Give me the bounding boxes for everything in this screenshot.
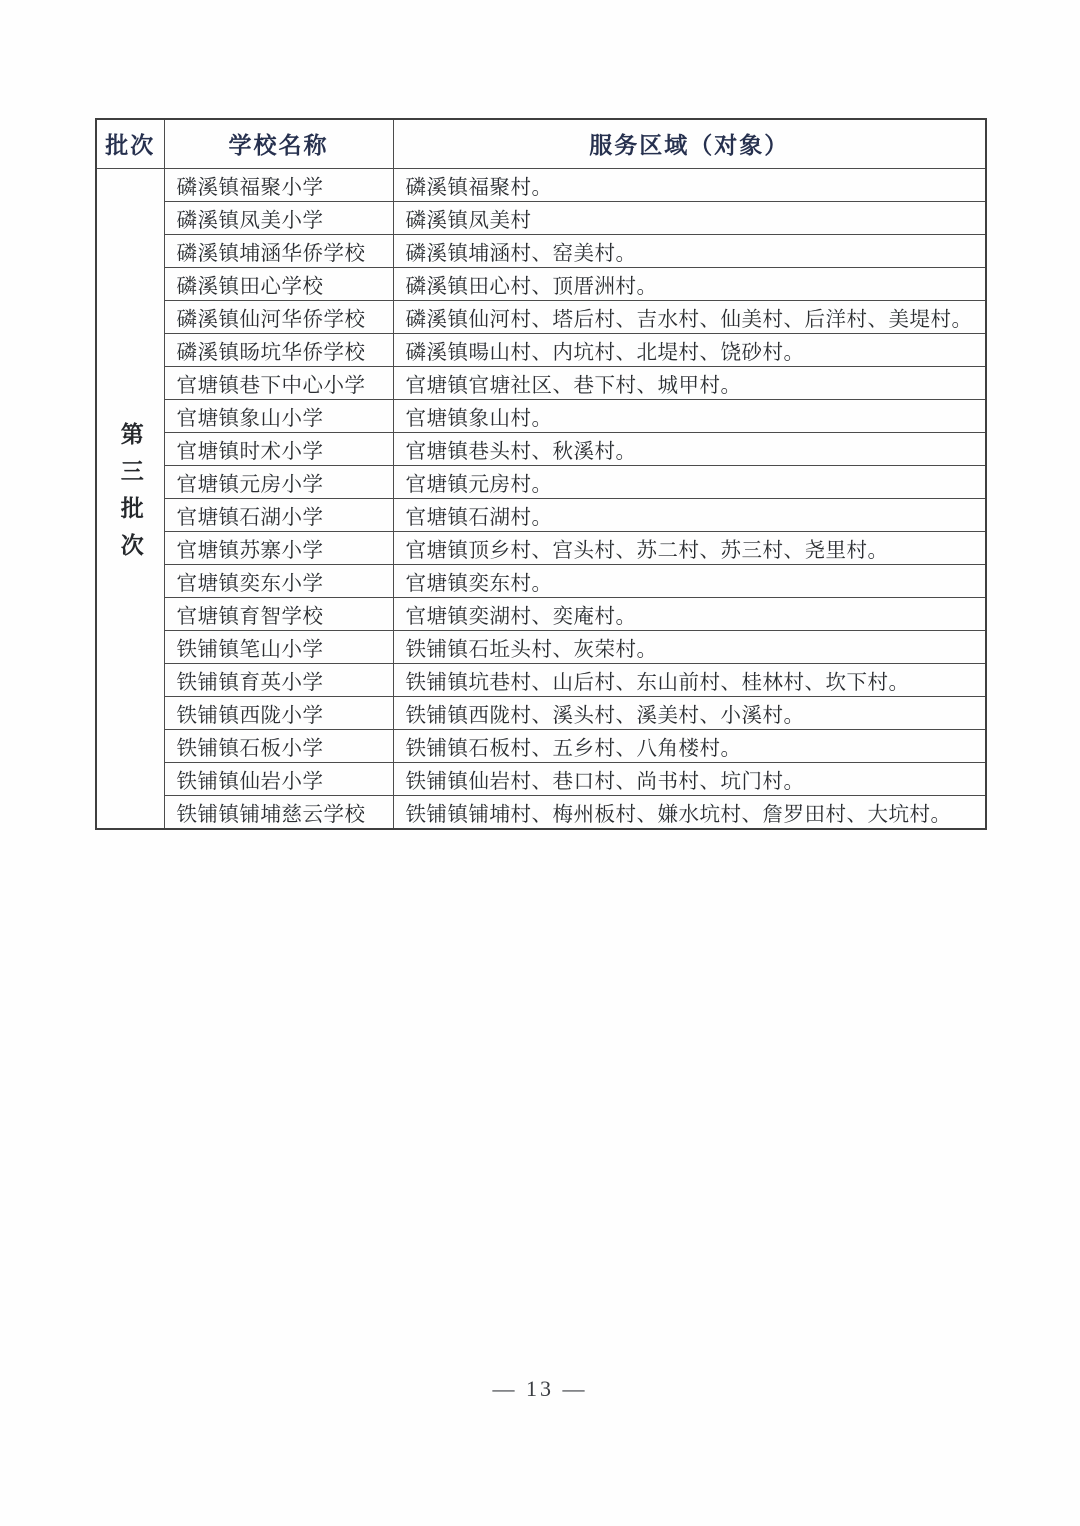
school-name-cell: 铁铺镇笔山小学 bbox=[164, 630, 393, 663]
school-name-cell: 官塘镇育智学校 bbox=[164, 597, 393, 630]
school-name-cell: 官塘镇石湖小学 bbox=[164, 498, 393, 531]
school-service-area-table bbox=[95, 118, 987, 830]
school-name-cell: 官塘镇象山小学 bbox=[164, 399, 393, 432]
school-name-cell: 官塘镇巷下中心小学 bbox=[164, 366, 393, 399]
column-header-batch: 批次 bbox=[96, 119, 164, 168]
table-row bbox=[96, 300, 986, 333]
table-row bbox=[96, 432, 986, 465]
table-row bbox=[96, 597, 986, 630]
service-area-cell: 官塘镇官塘社区、巷下村、城甲村。 bbox=[393, 366, 986, 399]
table-row bbox=[96, 201, 986, 234]
school-name-cell: 铁铺镇仙岩小学 bbox=[164, 762, 393, 795]
service-area-cell: 官塘镇元房村。 bbox=[393, 465, 986, 498]
table-row bbox=[96, 465, 986, 498]
batch-label: 第三批次 bbox=[117, 421, 143, 570]
table-row bbox=[96, 729, 986, 762]
table-row bbox=[96, 795, 986, 829]
column-header-school-name: 学校名称 bbox=[164, 119, 393, 168]
table-row bbox=[96, 366, 986, 399]
school-name-cell: 官塘镇元房小学 bbox=[164, 465, 393, 498]
table-header-row bbox=[96, 119, 986, 168]
service-area-cell: 铁铺镇石板村、五乡村、八角楼村。 bbox=[393, 729, 986, 762]
school-name-cell: 官塘镇时术小学 bbox=[164, 432, 393, 465]
school-name-cell: 磷溪镇凤美小学 bbox=[164, 201, 393, 234]
school-name-cell: 磷溪镇田心学校 bbox=[164, 267, 393, 300]
service-area-cell: 官塘镇顶乡村、宫头村、苏二村、苏三村、尧里村。 bbox=[393, 531, 986, 564]
batch-label-cell bbox=[96, 168, 164, 829]
service-area-cell: 官塘镇巷头村、秋溪村。 bbox=[393, 432, 986, 465]
service-area-cell: 磷溪镇凤美村 bbox=[393, 201, 986, 234]
page-number: — 13 — bbox=[492, 1376, 588, 1401]
school-name-cell: 铁铺镇铺埔慈云学校 bbox=[164, 795, 393, 829]
table-row bbox=[96, 762, 986, 795]
table-row bbox=[96, 234, 986, 267]
service-area-cell: 官塘镇奕东村。 bbox=[393, 564, 986, 597]
service-area-cell: 铁铺镇石坵头村、灰荣村。 bbox=[393, 630, 986, 663]
service-area-cell: 铁铺镇铺埔村、梅州板村、嫌水坑村、詹罗田村、大坑村。 bbox=[393, 795, 986, 829]
school-name-cell: 铁铺镇石板小学 bbox=[164, 729, 393, 762]
table-row bbox=[96, 168, 986, 201]
service-area-cell: 磷溪镇埔涵村、窑美村。 bbox=[393, 234, 986, 267]
school-name-cell: 铁铺镇育英小学 bbox=[164, 663, 393, 696]
service-area-cell: 铁铺镇仙岩村、巷口村、尚书村、坑门村。 bbox=[393, 762, 986, 795]
table-row bbox=[96, 399, 986, 432]
school-name-cell: 官塘镇苏寨小学 bbox=[164, 531, 393, 564]
table-row bbox=[96, 498, 986, 531]
table-row bbox=[96, 531, 986, 564]
service-area-cell: 铁铺镇西陇村、溪头村、溪美村、小溪村。 bbox=[393, 696, 986, 729]
school-name-cell: 磷溪镇埔涵华侨学校 bbox=[164, 234, 393, 267]
table-row bbox=[96, 564, 986, 597]
table-row bbox=[96, 267, 986, 300]
service-area-cell: 铁铺镇坑巷村、山后村、东山前村、桂林村、坎下村。 bbox=[393, 663, 986, 696]
table-row bbox=[96, 663, 986, 696]
service-area-cell: 磷溪镇仙河村、塔后村、吉水村、仙美村、后洋村、美堤村。 bbox=[393, 300, 986, 333]
school-name-cell: 官塘镇奕东小学 bbox=[164, 564, 393, 597]
column-header-service-area: 服务区域（对象） bbox=[393, 119, 986, 168]
service-area-cell: 官塘镇石湖村。 bbox=[393, 498, 986, 531]
service-area-cell: 官塘镇奕湖村、奕庵村。 bbox=[393, 597, 986, 630]
school-name-cell: 磷溪镇福聚小学 bbox=[164, 168, 393, 201]
school-name-cell: 磷溪镇仙河华侨学校 bbox=[164, 300, 393, 333]
service-area-cell: 官塘镇象山村。 bbox=[393, 399, 986, 432]
school-name-cell: 磷溪镇旸坑华侨学校 bbox=[164, 333, 393, 366]
service-area-cell: 磷溪镇田心村、顶厝洲村。 bbox=[393, 267, 986, 300]
school-name-cell: 铁铺镇西陇小学 bbox=[164, 696, 393, 729]
table-row bbox=[96, 630, 986, 663]
table-row bbox=[96, 696, 986, 729]
service-area-cell: 磷溪镇暘山村、内坑村、北堤村、饶砂村。 bbox=[393, 333, 986, 366]
service-area-cell: 磷溪镇福聚村。 bbox=[393, 168, 986, 201]
table-row bbox=[96, 333, 986, 366]
